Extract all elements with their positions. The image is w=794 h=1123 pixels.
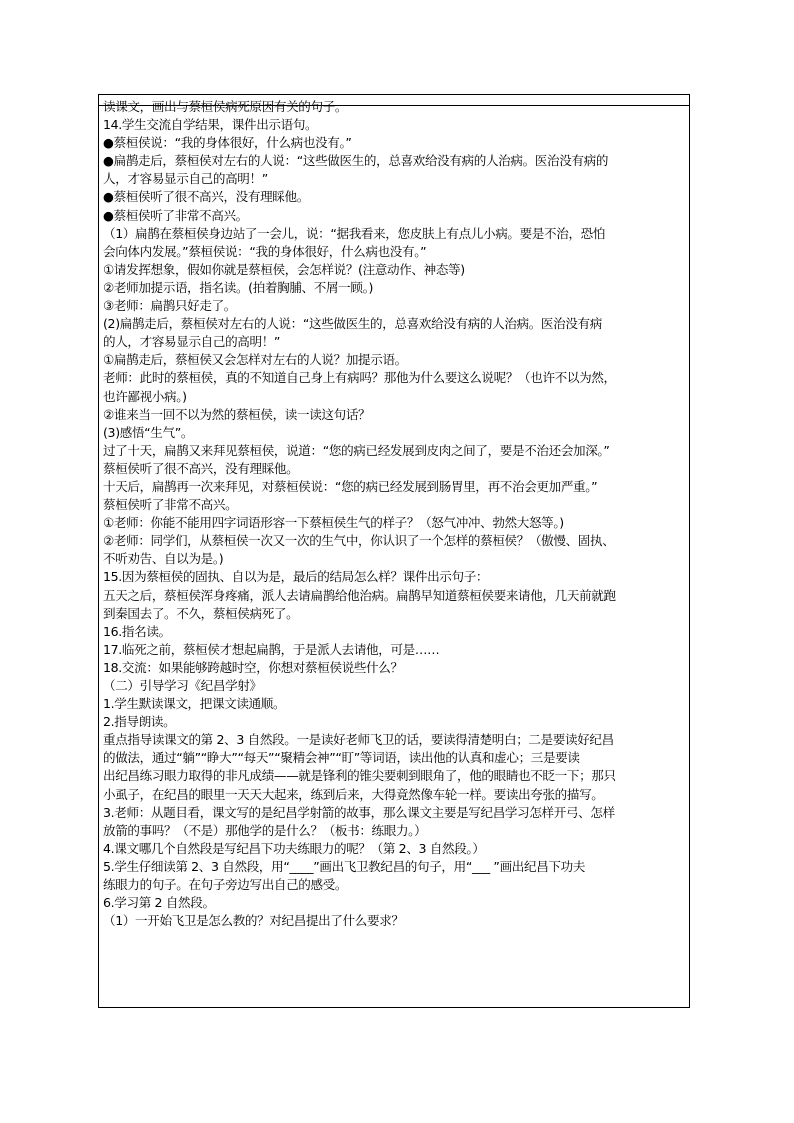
text-line: ②老师加提示语，指名读。(拍着胸脯、不屑一顾。)	[103, 279, 374, 295]
text-line: 3.老师：从题目看，课文写的是纪昌学射箭的故事，那么课文主要是写纪昌学习怎样开弓、怎样	[103, 804, 615, 820]
text-line: 也许鄙视小病。)	[103, 388, 187, 404]
text-line: 的人，才容易显示自己的高明！”	[103, 334, 281, 350]
text-line: 14.学生交流自学结果，课件出示语句。	[103, 117, 318, 133]
text-line: 小虱子，在纪昌的眼里一天天大起来，练到后来，大得竟然像车轮一样。要读出夸张的描写。	[103, 786, 604, 802]
text-line: 会向体内发展。”蔡桓侯说：“我的身体很好，什么病也没有。”	[103, 243, 427, 259]
text-line: 过了十天，扁鹊又来拜见蔡桓侯，说道：“您的病已经发展到皮肉之间了，要是不治还会加深。”	[103, 442, 610, 458]
text-line: 读课文，画出与蔡桓侯病死原因有关的句子。	[103, 99, 348, 114]
text-line: ①扁鹊走后，蔡桓侯又会怎样对左右的人说？加提示语。	[103, 352, 407, 368]
text-line: 五天之后，蔡桓侯浑身疼痛，派人去请扁鹊给他治病。扁鹊早知道蔡桓侯要来请他，几天前就跑	[103, 587, 616, 603]
text-line: 不听劝告、自以为是。)	[103, 551, 224, 567]
text-line: 2.指导朗读。	[103, 714, 176, 730]
text-line: 18.交流：如果能够跨越时空，你想对蔡桓侯说些什么？	[103, 659, 403, 675]
text-line: 老师：此时的蔡桓侯，真的不知道自己身上有病吗？那他为什么要这么说呢？（也许不以为然，	[103, 370, 616, 386]
text-line: 人，才容易显示自己的高明！”	[103, 171, 268, 187]
text-line: 蔡桓侯听了很不高兴，没有理睬他。	[103, 460, 299, 476]
text-line: 练眼力的句子。在句子旁边写出自己的感受。	[103, 877, 348, 893]
text-line: ●蔡桓侯听了非常不高兴。	[103, 207, 248, 223]
text-line: 蔡桓侯听了非常不高兴。	[103, 497, 238, 513]
text-line: ②谁来当一回不以为然的蔡桓侯，读一读这句话？	[103, 406, 371, 422]
text-line: 6.学习第 2 自然段。	[103, 895, 215, 911]
text-line: 放箭的事吗？（不是）那他学的是什么？（板书：练眼力。）	[103, 822, 427, 838]
text-line: 4.课文哪几个自然段是写纪昌下功夫练眼力的呢？（第 2、3 自然段。）	[103, 840, 485, 856]
document-body	[103, 98, 689, 930]
text-line: ③老师：扁鹊只好走了。	[103, 298, 236, 314]
text-line: 17.临死之前，蔡桓侯才想起扁鹊，于是派人去请他，可是……	[103, 641, 440, 657]
text-line: ●扁鹊走后，蔡桓侯对左右的人说：“这些做医生的，总喜欢给没有病的人治病。医治没有病的	[103, 153, 609, 169]
text-line: （1）一开始飞卫是怎么教的？对纪昌提出了什么要求？	[103, 913, 404, 929]
text-line: 重点指导读课文的第 2、3 自然段。一是读好老师飞卫的话，要读得清楚明白；二是要读好纪昌	[103, 732, 614, 748]
text-line: ②老师：同学们，从蔡桓侯一次又一次的生气中，你认识了一个怎样的蔡桓侯？（傲慢、固执、	[103, 533, 615, 549]
text-line: (2)扁鹊走后，蔡桓侯对左右的人说：“这些做医生的，总喜欢给没有病的人治病。医治没有病	[103, 316, 602, 332]
text-line: 的做法，通过“躺”“睁大”“每天”“聚精会神”“盯”等词语，读出他的认真和虚心；三是要读	[103, 750, 580, 766]
text-line: 5.学生仔细读第 2、3 自然段，用“____”画出飞卫教纪昌的句子，用“___ ”画出纪昌下功夫	[103, 858, 586, 874]
text-line: ●蔡桓侯说：“我的身体很好，什么病也没有。”	[103, 135, 352, 151]
text-line: ①请发挥想象，假如你就是蔡桓侯，会怎样说？(注意动作、神态等)	[103, 261, 465, 277]
text-line: 出纪昌练习眼力取得的非凡成绩——就是锋利的锥尖要刺到眼角了，他的眼睛也不眨一下；那只	[103, 768, 616, 784]
text-line: （二）引导学习《纪昌学射》	[103, 678, 262, 693]
text-line: 16.指名读。	[103, 623, 171, 639]
text-line: 15.因为蔡桓侯的固执、自以为是，最后的结局怎么样？课件出示句子：	[103, 569, 489, 585]
text-line: 到秦国去了。不久，蔡桓侯病死了。	[103, 605, 299, 621]
text-line: 十天后，扁鹊再一次来拜见，对蔡桓侯说：“您的病已经发展到肠胃里，再不治会更加严重。”	[103, 478, 598, 494]
text-line: ①老师：你能不能用四字词语形容一下蔡桓侯生气的样子？（怒气冲冲、勃然大怒等。)	[103, 515, 564, 531]
text-line: 1.学生默读课文，把课文读通顺。	[103, 696, 286, 712]
text-line: ●蔡桓侯听了很不高兴，没有理睬他。	[103, 189, 309, 205]
text-line: (3)感悟“生气”。	[103, 424, 194, 440]
text-line: （1）扁鹊在蔡桓侯身边站了一会儿，说：“据我看来，您皮肤上有点儿小病。要是不治，恐怕	[103, 225, 606, 241]
